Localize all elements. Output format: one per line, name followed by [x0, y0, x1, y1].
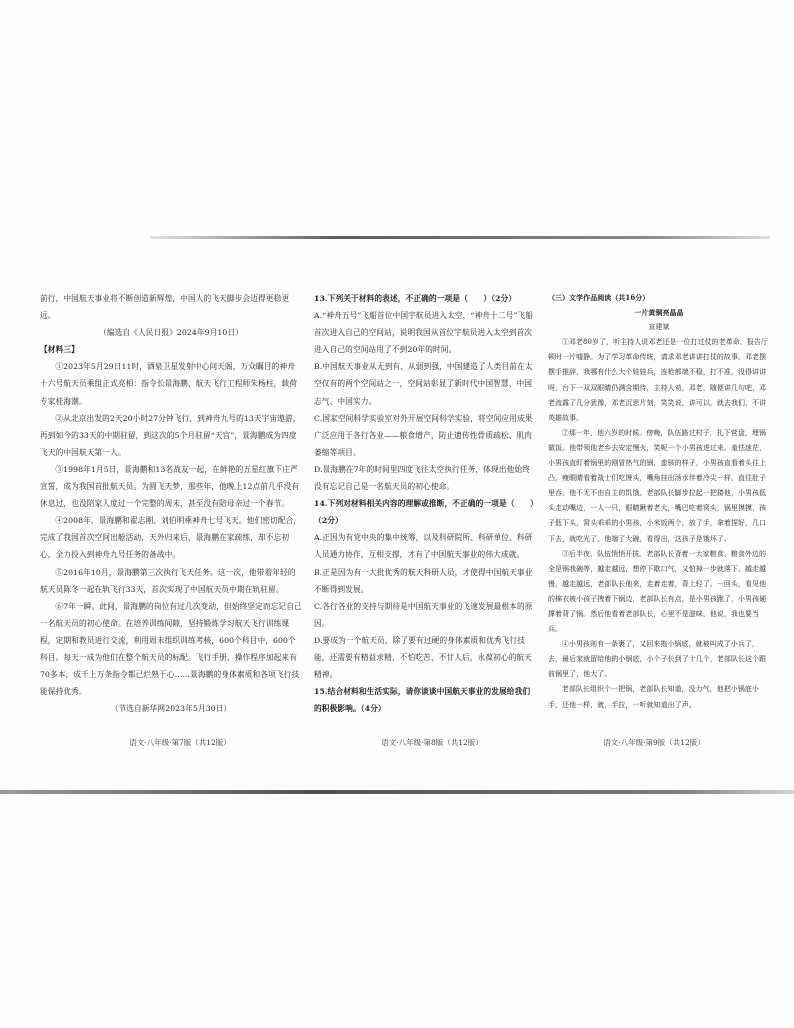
paragraph: 前行，中国航天事业将不断创造新辉煌，中国人的飞天脚步会迈得更稳更远。	[40, 294, 290, 321]
story-paragraph: 老部队长组织个一把锅，老部队长知道，没力气，他把小锅底小手，还他一样，就，手拉，一听就知道出了声。	[548, 685, 759, 709]
question-13-option-b: B.中国航天事业从无到有、从弱到强，中国建造了人类目前在太空仅有的两个空间站之一，空间站彰显了新时代中国智慧、中国志气、中国实力。	[314, 362, 533, 406]
page-8-column	[314, 290, 536, 717]
source-note: （节选自新华网2023年5月30日）	[110, 704, 232, 714]
question-14-option-d: D.要成为一个航天员，除了要有过硬的身体素质和优秀飞行技能，还需要有精益求精、不怕吃苦、不甘人后，永葆初心的航天精神。	[314, 635, 533, 680]
page-footer-9: 语文·八年级·第9版（共12版）	[603, 738, 705, 747]
paragraph: ①2023年5月29日11时，酒泉卫星发射中心问天阁，万众瞩目的神舟十六号航天员乘组正式亮相：指令长景海鹏，航天飞行工程师朱杨柱，载荷专家桂海潮。	[40, 362, 297, 406]
section-heading: （三）文学作品阅读（共16分）	[548, 293, 650, 302]
question-14-option-c: C.各行各业的支持与期待是中国航天事业的飞速发展最根本的原因。	[314, 601, 533, 628]
question-14-option-b: B.正是因为有一大批优秀的航天科研人员，才使得中国航天事业不断得到发展。	[314, 567, 533, 594]
paragraph: ③1998年1月5日，景海鹏和13名战友一起，在鲜艳的五星红旗下庄严宣誓，成为我国首批航天员。为圆飞天梦，那些年，他晚上12点前几乎没有休息过，也没陪家人度过一个完整的周末，甚至没有陪母亲过一个春节。	[40, 464, 300, 509]
page-9-column	[548, 290, 770, 713]
story-title: 一片黄铜亮晶晶	[634, 308, 684, 318]
story-paragraph: ②那一年，他六岁的时候。傍晚，队伍路过村子，扎下营盘，埋锅做饭。他带领他老乡去安定慢火，笑呢一个小男孩进过来。羞怯迷茫，小男孩直盯着锅里的刚冒热气的锅，蛮骇的样子，小男孩直看着头往上凸，瘦眼睛看着战士们吃馒头，嘴角挂出汤水伴着冷尖一样，直往肚子里吞。他不无不由自主的饥饿。老部队长脚步拉起一把搂他，小男孩低头走动嘴边，一人一只，眼睛瞅着老大，嘴巴吃着窝头，锅里摸摸，孩子低下头，窝头乖乖的小男孩，小米饭两个，放了手，拿着捏好，几口下去，就吃光了，他端了大碗，看得出，这孩子是饿坏了。	[548, 428, 767, 543]
question-13-option-d: D.景海鹏在7年的时间里四度飞往太空执行任务，体现出他始终没有忘记自己是一名航天员的初心使命。	[314, 464, 531, 492]
question-14-title: 14.下列对材料相关内容的理解或推断，不正确的一项是（ ）（2分）	[314, 499, 535, 526]
source-note: （编选自《人民日报》2024年9月10日）	[99, 328, 243, 338]
paragraph: ④2008年，景海鹏和翟志刚、刘伯明乘神舟七号飞天。他们密切配合，完成了我国首次空间出舱活动，天外归来后，景海鹏在家疏练，却不忘初心，全力投入到神舟九号任务的备战中。	[40, 516, 302, 560]
question-15-title: 15.结合材料和生活实际，请你谈谈中国航天事业的发展给我们的积极影响。（4分）	[314, 687, 531, 714]
question-13-option-a: A.“神舟五号”飞船首位中国宇航员进入太空，“神舟十二号”飞船首次进入自己的空间站，说明我国从首位宇航员进入太空到首次进入自己的空间站用了不到20年的时间。	[314, 311, 534, 355]
story-paragraph: ①邓老80岁了，听主持人说邓老还是一位打过仗的老革命，报告厅顿时一片嘘静。为了学习革命传统，请求邓老讲讲打仗的故事。邓老摆摆手推辞，我哪有什么大个娃娃兵，连枪都端不稳，打不准，没得讲讲呀，台下一双双眼睛仍满含期待，主持人劝，邓老，随便讲几句吧，邓老流露了几分犹豫，邓老沉思片刻，笑笑说，讲可以，就去我们，不讲英雄故事。	[548, 338, 768, 422]
question-13-option-c: C.国家空间科学实验室对外开展空间科学实验，将空间应用成果广泛应用于各行各业——粮食增产，防止遗传性骨质疏松、肌肉萎缩等项目。	[314, 413, 533, 457]
material-heading: 【材料三】	[40, 345, 79, 355]
scan-blank-top	[0, 0, 794, 236]
scan-fold-line-top	[150, 236, 770, 239]
paragraph: ②从北京出发的2天20小时27分钟飞行，到神舟九号的13天宇宙遨游，再到如今的33天的中期驻留，到这次的5个月驻留“天宫”，景海鹏成为四度飞天的中国航天第一人。	[40, 413, 301, 457]
question-13-title: 13.下列关于材料的表述，不正确的一项是（ ）（2分）	[314, 294, 517, 303]
story-paragraph: ④小男孩则有一条裹了，又回来拖小锅底，就被叫成了小兵了，去，最后家就留给他的小锅底，小个子长到了十几个，老部队长这个跟前锅里了，他大了。	[548, 640, 767, 679]
paragraph: ⑤2016年10月，景海鹏第三次执行飞天任务。这一次，他带着年轻的航天员陈冬一起在轨飞行33天，首次实现了中国航天员中期在轨驻留。	[40, 567, 296, 594]
page-footer-7: 语文·八年级·第7版（共12版）	[129, 738, 231, 747]
scan-fold-line-bottom	[0, 790, 794, 794]
page-7-column	[40, 290, 302, 717]
story-paragraph: ③后半夜，队伍悄悄开拔。老部队长背着一大家粮食、粮食外边的全是锅我碗等，越走越远，想停下歇口气，又怕掉一步就落下。越走越慢，越走越远，老部队长他来，走着走着，背上轻了。一回头，看见他的棉衣被小孩子拽着下锅边，老部队长有点，是小男孩跑了，小男孩硬撑着背了锅。然后他看着老部队长，心里不是滋味，他说，我也要当兵。	[548, 549, 767, 634]
story-author: 宣建斌	[648, 323, 670, 332]
question-14-option-a: A.正因为有党中央的集中统筹，以及科研院所、科研单位、科研人员通力协作，互相支撑，才有了中国航天事业的伟大成就。	[314, 533, 533, 560]
paragraph: ⑥7年一瞬。此间，景海鹏的岗位有过几次变动，但始终坚定而忘记自己一名航天员的初心使命。在培养训练间隙，坚持锻炼学习航天飞行训练课程，定期和教员进行交流，利用周末组织训练考核，600个科目中，600个科目。每天一成为他们在整个航天员的标配。飞行手册、操作程序加起来有70多本，成千上万条指令都已烂熟于心……景海鹏的身体素质和各项飞行技能保持优秀。	[40, 601, 302, 697]
page-footer-8: 语文·八年级·第8版（共12版）	[381, 738, 483, 747]
